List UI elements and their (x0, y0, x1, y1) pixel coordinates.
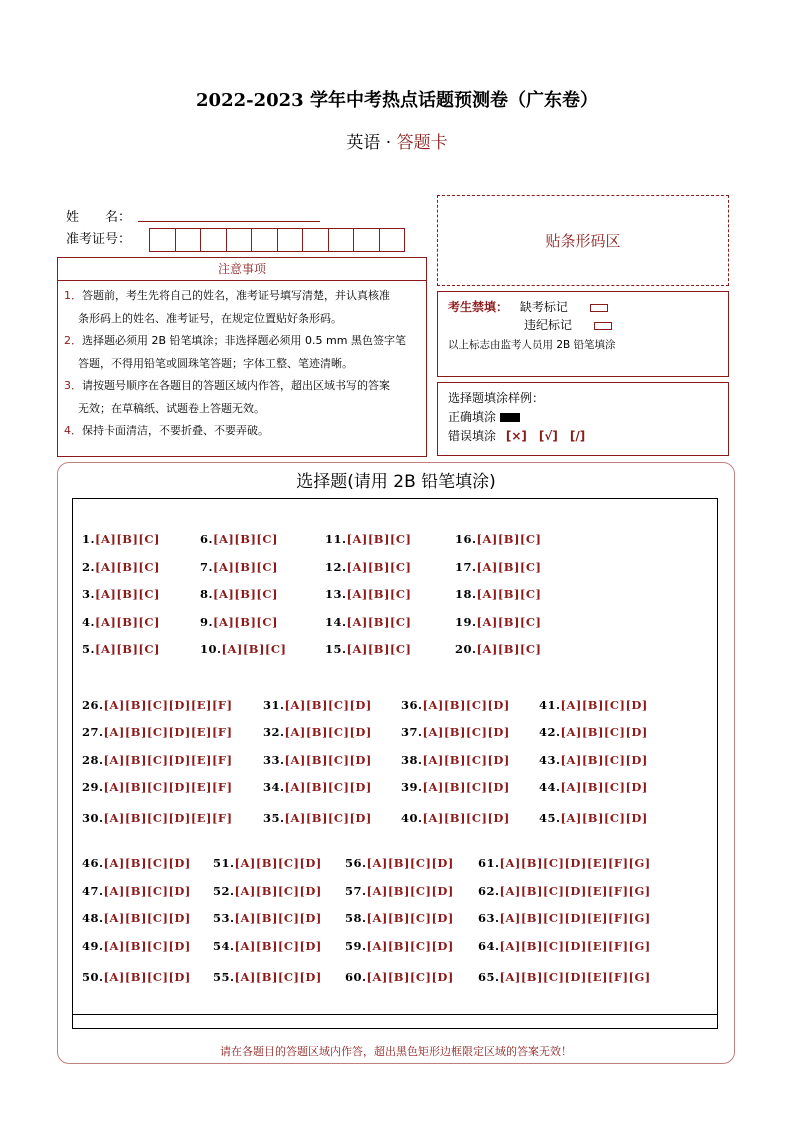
question-number: 6. (200, 532, 214, 546)
question-number: 18. (455, 587, 477, 601)
wrong-fill-marks: [×] [√] [/] (505, 429, 586, 443)
question-36[interactable] (401, 698, 510, 712)
answer-options[interactable]: [A][B][C][D] (103, 911, 191, 925)
answer-options[interactable]: [A][B][C] (213, 532, 278, 546)
answer-options[interactable]: [A][B][C] (476, 642, 542, 656)
question-number: 7. (200, 560, 214, 574)
question-number: 65. (478, 970, 500, 984)
answer-options[interactable]: [A][B][C][D][E][F][G] (499, 856, 651, 870)
question-10[interactable] (200, 642, 286, 656)
question-number: 38. (401, 753, 423, 767)
id-digit-box[interactable] (175, 228, 202, 252)
answer-options[interactable]: [A][B][C][D][E][F] (103, 698, 233, 712)
absent-mark-label: 缺考标记 (519, 300, 568, 314)
notice-item: 答题，不得用铅笔或圆珠笔答题；字体工整、笔迹清晰。 (78, 356, 353, 370)
question-20[interactable] (455, 642, 541, 656)
question-number: 5. (82, 642, 96, 656)
answer-options[interactable]: [A][B][C][D] (234, 884, 322, 898)
question-3[interactable] (82, 587, 160, 601)
answer-options[interactable]: [A][B][C] (95, 642, 160, 656)
answer-options[interactable]: [A][B][C][D] (422, 753, 510, 767)
question-number: 47. (82, 884, 104, 898)
question-65[interactable] (478, 970, 651, 984)
question-9[interactable] (200, 615, 278, 629)
question-number: 62. (478, 884, 500, 898)
question-2[interactable] (82, 560, 160, 574)
answer-options[interactable]: [A][B][C][D] (366, 939, 454, 953)
question-number: 19. (455, 615, 477, 629)
question-number: 46. (82, 856, 104, 870)
question-48[interactable] (82, 911, 191, 925)
answer-options[interactable]: [A][B][C][D] (366, 884, 454, 898)
question-31[interactable] (263, 698, 372, 712)
notice-item: 2．选择题必须用 2B 铅笔填涂；非选择题必须用 0.5 mm 黑色签字笔 (64, 334, 406, 347)
forbidden-note: 以上标志由监考人员用 2B 铅笔填涂 (448, 339, 616, 351)
answer-options[interactable]: [A][B][C][D] (560, 725, 648, 739)
notice-title: 注意事项 (57, 257, 427, 281)
barcode-label: 贴条形码区 (545, 232, 621, 250)
id-number-boxes[interactable] (150, 228, 405, 252)
answer-options[interactable]: [A][B][C][D] (560, 753, 648, 767)
answer-options[interactable]: [A][B][C][D] (103, 856, 191, 870)
id-digit-box[interactable] (277, 228, 304, 252)
question-number: 12. (325, 560, 347, 574)
id-digit-box[interactable] (251, 228, 278, 252)
question-number: 33. (263, 753, 285, 767)
question-38[interactable] (401, 753, 510, 767)
question-number: 64. (478, 939, 500, 953)
answer-options[interactable]: [A][B][C] (213, 587, 278, 601)
question-number: 63. (478, 911, 500, 925)
question-32[interactable] (263, 725, 372, 739)
question-62[interactable] (478, 884, 651, 898)
question-47[interactable] (82, 884, 191, 898)
answer-options[interactable]: [A][B][C] (95, 587, 160, 601)
question-50[interactable] (82, 970, 191, 984)
answer-options[interactable]: [A][B][C][D][E][F][G] (499, 939, 651, 953)
question-number: 59. (345, 939, 367, 953)
question-number: 52. (213, 884, 235, 898)
correct-fill-mark (500, 413, 520, 422)
question-56[interactable] (345, 856, 454, 870)
answer-options[interactable]: [A][B][C][D] (422, 780, 510, 794)
answer-options[interactable]: [A][B][C] (476, 587, 542, 601)
sample-title: 选择题填涂样例： (448, 391, 545, 405)
question-13[interactable] (325, 587, 411, 601)
question-44[interactable] (539, 780, 648, 794)
answer-options[interactable]: [A][B][C][D] (284, 811, 372, 825)
answer-options[interactable]: [A][B][C] (221, 642, 287, 656)
question-number: 35. (263, 811, 285, 825)
question-number: 50. (82, 970, 104, 984)
question-number: 26. (82, 698, 104, 712)
choice-answer-area-bottom (72, 1015, 718, 1029)
question-number: 34. (263, 780, 285, 794)
question-number: 49. (82, 939, 104, 953)
question-number: 36. (401, 698, 423, 712)
answer-options[interactable]: [A][B][C][D] (560, 780, 648, 794)
answer-options[interactable]: [A][B][C] (346, 642, 412, 656)
question-43[interactable] (539, 753, 648, 767)
notice-item: 1．答题前，考生先将自己的姓名，准考证号填写清楚，并认真核准 (64, 289, 390, 302)
question-60[interactable] (345, 970, 454, 984)
question-42[interactable] (539, 725, 648, 739)
id-digit-box[interactable] (200, 228, 227, 252)
answer-options[interactable]: [A][B][C][D] (234, 856, 322, 870)
answer-options[interactable]: [A][B][C][D] (366, 970, 454, 984)
question-28[interactable] (82, 753, 233, 767)
question-number: 40. (401, 811, 423, 825)
answer-options[interactable]: [A][B][C] (476, 560, 542, 574)
question-52[interactable] (213, 884, 322, 898)
absent-mark-box[interactable] (590, 304, 608, 312)
answer-options[interactable]: [A][B][C][D][E][F][G] (499, 911, 651, 925)
question-54[interactable] (213, 939, 322, 953)
question-39[interactable] (401, 780, 510, 794)
question-number: 56. (345, 856, 367, 870)
answer-options[interactable]: [A][B][C] (476, 615, 542, 629)
correct-fill-label: 正确填涂 (448, 410, 497, 424)
answer-options[interactable]: [A][B][C] (213, 615, 278, 629)
question-17[interactable] (455, 560, 541, 574)
question-57[interactable] (345, 884, 454, 898)
question-number: 29. (82, 780, 104, 794)
answer-options[interactable]: [A][B][C] (346, 532, 412, 546)
answer-options[interactable]: [A][B][C][D] (234, 939, 322, 953)
question-19[interactable] (455, 615, 541, 629)
question-51[interactable] (213, 856, 322, 870)
question-35[interactable] (263, 811, 372, 825)
question-number: 28. (82, 753, 104, 767)
choice-section-title: 选择题(请用 2B 铅笔填涂) (296, 472, 496, 492)
question-14[interactable] (325, 615, 411, 629)
question-number: 31. (263, 698, 285, 712)
notice-item: 无效；在草稿纸、试题卷上答题无效。 (78, 401, 265, 415)
question-number: 61. (478, 856, 500, 870)
fill-sample-box (437, 382, 729, 456)
question-number: 14. (325, 615, 347, 629)
question-number: 30. (82, 811, 104, 825)
question-64[interactable] (478, 939, 651, 953)
question-number: 13. (325, 587, 347, 601)
question-number: 1. (82, 532, 96, 546)
question-27[interactable] (82, 725, 233, 739)
footer-warning: 请在各题目的答题区域内作答，超出黑色矩形边框限定区域的答案无效！ (220, 1045, 572, 1058)
id-digit-box[interactable] (353, 228, 380, 252)
question-number: 27. (82, 725, 104, 739)
question-26[interactable] (82, 698, 233, 712)
question-number: 16. (455, 532, 477, 546)
question-number: 57. (345, 884, 367, 898)
question-41[interactable] (539, 698, 648, 712)
question-29[interactable] (82, 780, 233, 794)
question-number: 54. (213, 939, 235, 953)
question-number: 48. (82, 911, 104, 925)
question-61[interactable] (478, 856, 651, 870)
answer-options[interactable]: [A][B][C][D] (234, 970, 322, 984)
notice-item: 3．请按题号顺序在各题目的答题区域内作答，超出区域书写的答案 (64, 379, 390, 392)
answer-options[interactable]: [A][B][C][D] (560, 698, 648, 712)
question-number: 44. (539, 780, 561, 794)
name-field[interactable] (138, 221, 320, 222)
answer-options[interactable]: [A][B][C][D] (422, 698, 510, 712)
question-number: 9. (200, 615, 214, 629)
answer-options[interactable]: [A][B][C][D][E][F] (103, 725, 233, 739)
question-number: 51. (213, 856, 235, 870)
answer-options[interactable]: [A][B][C][D] (284, 698, 372, 712)
page-title: 2022-2023 学年中考热点话题预测卷（广东卷） (196, 90, 598, 111)
answer-options[interactable]: [A][B][C][D] (366, 911, 454, 925)
answer-options[interactable]: [A][B][C][D] (560, 811, 648, 825)
answer-options[interactable]: [A][B][C][D] (284, 725, 372, 739)
question-number: 4. (82, 615, 96, 629)
id-digit-box[interactable] (302, 228, 329, 252)
question-number: 37. (401, 725, 423, 739)
question-55[interactable] (213, 970, 322, 984)
answer-options[interactable]: [A][B][C][D] (234, 911, 322, 925)
answer-options[interactable]: [A][B][C] (95, 615, 160, 629)
answer-options[interactable]: [A][B][C] (95, 560, 160, 574)
examinee-forbidden-box (437, 291, 729, 377)
answer-options[interactable]: [A][B][C][D][E][F][G] (499, 970, 651, 984)
answer-options[interactable]: [A][B][C][D] (422, 811, 510, 825)
question-number: 32. (263, 725, 285, 739)
question-8[interactable] (200, 587, 278, 601)
notice-item: 条形码上的姓名、准考证号，在规定位置贴好条形码。 (78, 311, 342, 325)
question-46[interactable] (82, 856, 191, 870)
answer-card-label: 答题卡 (396, 133, 448, 153)
question-15[interactable] (325, 642, 411, 656)
answer-options[interactable]: [A][B][C][D] (284, 753, 372, 767)
question-number: 43. (539, 753, 561, 767)
answer-options[interactable]: [A][B][C] (346, 615, 412, 629)
question-59[interactable] (345, 939, 454, 953)
question-number: 45. (539, 811, 561, 825)
id-label: 准考证号： (66, 232, 132, 247)
id-digit-box[interactable] (379, 228, 406, 252)
answer-options[interactable]: [A][B][C] (346, 560, 412, 574)
notice-body (57, 281, 427, 457)
question-number: 2. (82, 560, 96, 574)
answer-options[interactable]: [A][B][C][D][E][F][G] (499, 884, 651, 898)
subtitle-dot: · (385, 133, 392, 153)
question-1[interactable] (82, 532, 160, 546)
question-63[interactable] (478, 911, 651, 925)
answer-options[interactable]: [A][B][C][D] (103, 970, 191, 984)
answer-options[interactable]: [A][B][C][D][E][F] (103, 753, 233, 767)
question-34[interactable] (263, 780, 372, 794)
question-number: 15. (325, 642, 347, 656)
question-16[interactable] (455, 532, 541, 546)
question-number: 11. (325, 532, 347, 546)
page-subtitle (0, 128, 794, 153)
answer-options[interactable]: [A][B][C][D] (284, 780, 372, 794)
answer-options[interactable]: [A][B][C] (95, 532, 160, 546)
question-number: 39. (401, 780, 423, 794)
question-5[interactable] (82, 642, 160, 656)
question-number: 58. (345, 911, 367, 925)
question-53[interactable] (213, 911, 322, 925)
answer-options[interactable]: [A][B][C] (213, 560, 278, 574)
question-number: 53. (213, 911, 235, 925)
question-49[interactable] (82, 939, 191, 953)
answer-options[interactable]: [A][B][C][D] (103, 939, 191, 953)
question-58[interactable] (345, 911, 454, 925)
question-37[interactable] (401, 725, 510, 739)
question-33[interactable] (263, 753, 372, 767)
id-digit-box[interactable] (149, 228, 176, 252)
question-number: 10. (200, 642, 222, 656)
name-label: 姓 名： (66, 210, 132, 225)
question-6[interactable] (200, 532, 278, 546)
answer-options[interactable]: [A][B][C][D][E][F] (103, 780, 233, 794)
answer-options[interactable]: [A][B][C][D] (366, 856, 454, 870)
question-12[interactable] (325, 560, 411, 574)
question-11[interactable] (325, 532, 411, 546)
question-30[interactable] (82, 811, 233, 825)
question-number: 17. (455, 560, 477, 574)
answer-options[interactable]: [A][B][C][D] (103, 884, 191, 898)
question-18[interactable] (455, 587, 541, 601)
answer-options[interactable]: [A][B][C] (476, 532, 542, 546)
violation-mark-label: 违纪标记 (524, 318, 573, 332)
barcode-area (437, 195, 729, 286)
question-number: 3. (82, 587, 96, 601)
question-number: 60. (345, 970, 367, 984)
subject-label: 英语 (346, 133, 381, 153)
question-45[interactable] (539, 811, 648, 825)
answer-options[interactable]: [A][B][C][D][E][F] (103, 811, 233, 825)
question-40[interactable] (401, 811, 510, 825)
violation-mark-box[interactable] (594, 322, 612, 330)
question-7[interactable] (200, 560, 278, 574)
question-number: 8. (200, 587, 214, 601)
question-number: 42. (539, 725, 561, 739)
answer-options[interactable]: [A][B][C][D] (422, 725, 510, 739)
notice-item: 4．保持卡面清洁，不要折叠、不要弄破。 (64, 424, 269, 437)
id-digit-box[interactable] (328, 228, 355, 252)
question-number: 20. (455, 642, 477, 656)
id-digit-box[interactable] (226, 228, 253, 252)
wrong-fill-label: 错误填涂 (448, 429, 497, 443)
answer-options[interactable]: [A][B][C] (346, 587, 412, 601)
question-4[interactable] (82, 615, 160, 629)
question-number: 55. (213, 970, 235, 984)
question-number: 41. (539, 698, 561, 712)
forbidden-title: 考生禁填： (448, 300, 509, 314)
